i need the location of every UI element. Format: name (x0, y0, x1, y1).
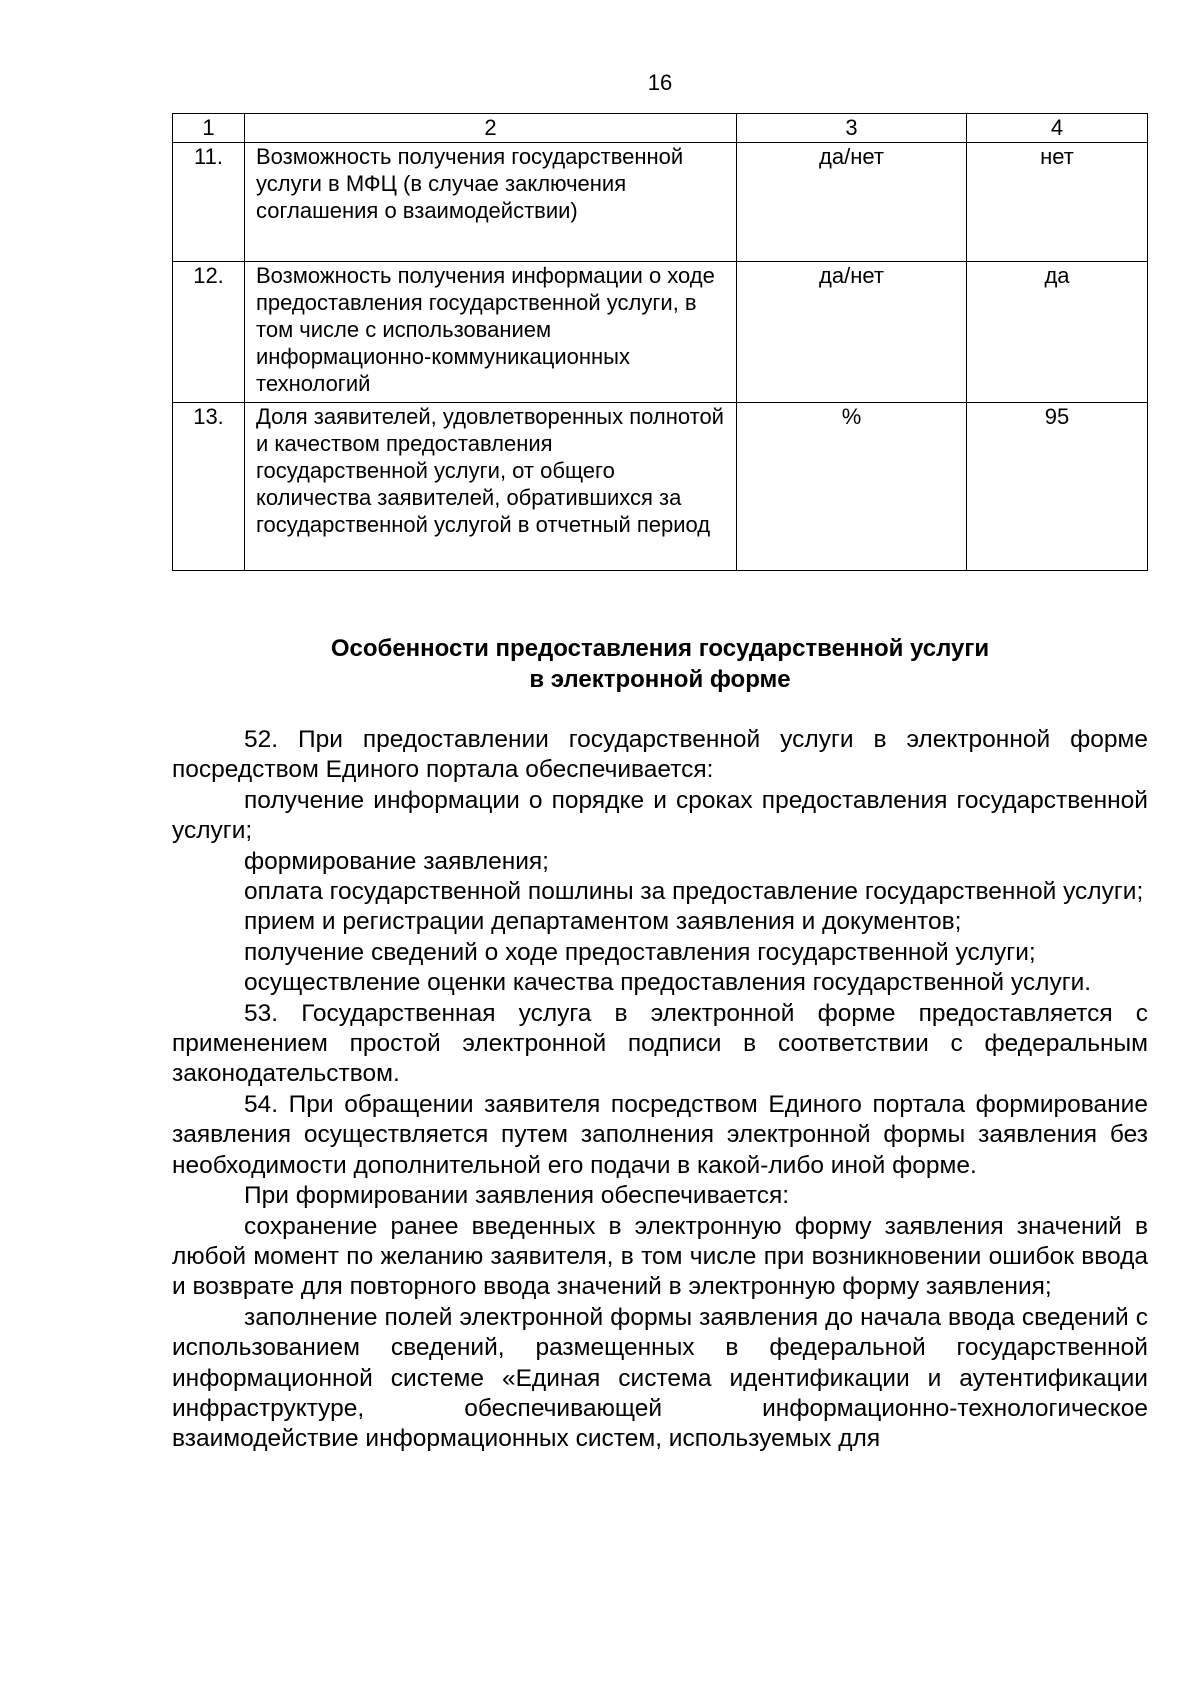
paragraph: заполнение полей электронной формы заявления до начала ввода сведений с использованием сведений, размещенных в федеральной государственной информационной системе «Единая система идентификации и аутентификации инфраструктуре, обеспечивающей информационно-технологическое взаимодействие информационных систем, используемых для (172, 1303, 1148, 1453)
row-value-cell: нет (967, 143, 1148, 262)
indicators-table (172, 113, 1148, 571)
page-number: 16 (647, 70, 673, 95)
header-cell-2: 2 (245, 114, 737, 143)
row-unit-cell: да/нет (737, 262, 967, 403)
row-unit-cell: да/нет (737, 143, 967, 262)
table-row (173, 403, 1148, 571)
paragraph: прием и регистрации департаментом заявления и документов; (244, 908, 962, 936)
row-number-cell: 13. (173, 403, 245, 571)
paragraph: 52. При предоставлении государственной услуги в электронной форме посредством Единого портала обеспечивается: (172, 726, 1148, 784)
paragraph: 54. При обращении заявителя посредством Единого портала формирование заявления осуществляется путем заполнения электронной формы заявления без необходимости дополнительной его подачи в какой-либо иной форме. (172, 1090, 1148, 1179)
row-name-cell: Доля заявителей, удовлетворенных полнотой и качеством предоставления государственной услуги, от общего количества заявителей, обратившихся за государственной услугой в отчетный период (245, 403, 737, 571)
paragraph: формирование заявления; (244, 847, 549, 875)
section-title-line-2: в электронной форме (529, 666, 791, 693)
paragraph: получение сведений о ходе предоставления государственной услуги; (244, 938, 1036, 966)
paragraph: сохранение ранее введенных в электронную форму заявления значений в любой момент по желанию заявителя, в том числе при возникновении ошибок ввода и возврате для повторного ввода значений в электронную форму заявления; (172, 1212, 1148, 1301)
row-value-cell: да (967, 262, 1148, 403)
row-value-cell: 95 (967, 403, 1148, 571)
table-row (173, 143, 1148, 262)
table-row (173, 262, 1148, 403)
paragraph: 53. Государственная услуга в электронной форме предоставляется с применением простой электронной подписи в соответствии с федеральным законодательством. (172, 999, 1148, 1088)
body-text (172, 725, 1148, 1455)
header-cell-4: 4 (967, 114, 1148, 143)
header-cell-1: 1 (173, 114, 245, 143)
paragraph: осуществление оценки качества предоставления государственной услуги. (244, 969, 1092, 997)
header-cell-3: 3 (737, 114, 967, 143)
row-unit-cell: % (737, 403, 967, 571)
row-number-cell: 12. (173, 262, 245, 403)
paragraph: При формировании заявления обеспечивается: (244, 1182, 790, 1210)
section-title-line-1: Особенности предоставления государственной услуги (330, 635, 990, 662)
section-title (172, 633, 1148, 695)
table-header-row (173, 114, 1148, 143)
paragraph: оплата государственной пошлины за предоставление государственной услуги; (244, 878, 1144, 906)
row-name-cell: Возможность получения государственной услуги в МФЦ (в случае заключения соглашения о взаимодействии) (245, 143, 737, 262)
row-name-cell: Возможность получения информации о ходе предоставления государственной услуги, в том числе с использованием информационно-коммуникационных технологий (245, 262, 737, 403)
paragraph: получение информации о порядке и сроках предоставления государственной услуги; (172, 786, 1148, 845)
row-number-cell: 11. (173, 143, 245, 262)
